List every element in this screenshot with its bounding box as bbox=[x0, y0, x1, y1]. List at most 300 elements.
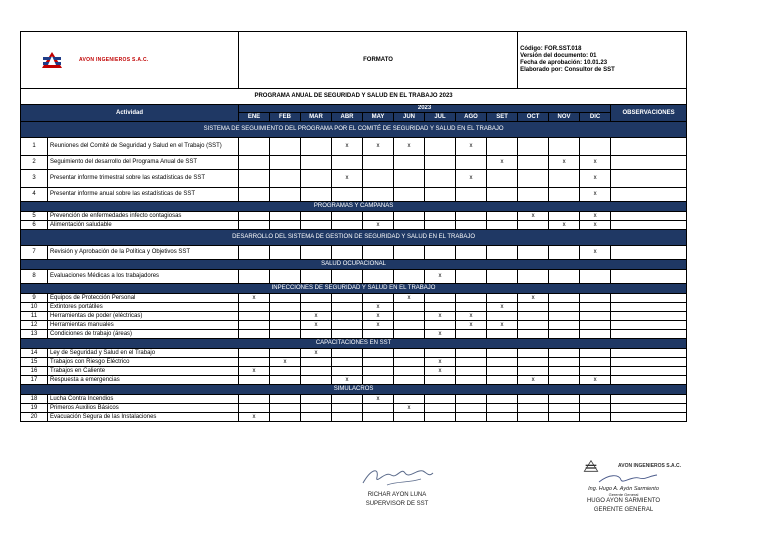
month-cell-jun bbox=[394, 270, 425, 284]
observations-cell bbox=[611, 221, 687, 230]
activity-row bbox=[21, 413, 687, 422]
activity-name: Condiciones de trabajo (áreas) bbox=[48, 330, 239, 339]
month-cell-may bbox=[363, 358, 394, 367]
activity-number: 14 bbox=[21, 349, 48, 358]
month-header-may: MAY bbox=[363, 113, 394, 122]
month-cell-abr bbox=[332, 212, 363, 221]
month-cell-feb bbox=[270, 395, 301, 404]
month-cell-jun bbox=[394, 413, 425, 422]
month-cell-may bbox=[363, 349, 394, 358]
company-name: AVON INGENIEROS S.A.C. bbox=[79, 56, 149, 63]
month-cell-nov bbox=[549, 367, 580, 376]
month-cell-ago: x bbox=[456, 170, 487, 188]
month-cell-ene bbox=[239, 395, 270, 404]
activity-number: 5 bbox=[21, 212, 48, 221]
month-cell-ene: x bbox=[239, 367, 270, 376]
observations-cell bbox=[611, 413, 687, 422]
activity-row bbox=[21, 395, 687, 404]
observations-cell bbox=[611, 156, 687, 170]
section-title: SALUD OCUPACIONAL bbox=[21, 260, 687, 270]
month-cell-oct: x bbox=[518, 376, 549, 385]
month-cell-abr bbox=[332, 404, 363, 413]
month-cell-set: x bbox=[487, 321, 518, 330]
month-cell-jun bbox=[394, 303, 425, 312]
activity-number: 16 bbox=[21, 367, 48, 376]
month-cell-ago bbox=[456, 404, 487, 413]
month-cell-feb bbox=[270, 246, 301, 260]
activity-row bbox=[21, 212, 687, 221]
month-cell-mar bbox=[301, 330, 332, 339]
month-cell-ago bbox=[456, 156, 487, 170]
month-cell-may bbox=[363, 404, 394, 413]
month-cell-oct bbox=[518, 321, 549, 330]
month-header-mar: MAR bbox=[301, 113, 332, 122]
activity-row bbox=[21, 321, 687, 330]
month-cell-may bbox=[363, 170, 394, 188]
observations-cell bbox=[611, 212, 687, 221]
activity-number: 8 bbox=[21, 270, 48, 284]
observations-cell bbox=[611, 395, 687, 404]
month-cell-abr bbox=[332, 367, 363, 376]
activity-row bbox=[21, 156, 687, 170]
document-control-info bbox=[518, 32, 687, 89]
observations-cell bbox=[611, 330, 687, 339]
month-cell-abr bbox=[332, 395, 363, 404]
month-cell-jun bbox=[394, 156, 425, 170]
month-cell-feb bbox=[270, 188, 301, 202]
month-cell-jul bbox=[425, 156, 456, 170]
section-title: DESARROLLO DEL SISTEMA DE GESTION DE SEGURIDAD Y SALUD EN EL TRABAJO bbox=[21, 230, 687, 246]
month-cell-set bbox=[487, 270, 518, 284]
month-cell-dic: x bbox=[580, 188, 611, 202]
month-cell-mar bbox=[301, 246, 332, 260]
month-cell-oct bbox=[518, 221, 549, 230]
month-cell-set bbox=[487, 188, 518, 202]
month-cell-set bbox=[487, 170, 518, 188]
section-header-row bbox=[21, 385, 687, 395]
signature-block-manager bbox=[566, 460, 681, 515]
month-cell-dic bbox=[580, 367, 611, 376]
month-cell-feb: x bbox=[270, 358, 301, 367]
column-header-row bbox=[21, 105, 687, 113]
section-header-row bbox=[21, 260, 687, 270]
stamp-logo-icon bbox=[582, 460, 600, 472]
month-cell-ago bbox=[456, 358, 487, 367]
activity-name: Evacuación Segura de las Instalaciones bbox=[48, 413, 239, 422]
month-cell-ene bbox=[239, 349, 270, 358]
month-cell-ene bbox=[239, 270, 270, 284]
month-cell-nov: x bbox=[549, 221, 580, 230]
observations-cell bbox=[611, 303, 687, 312]
month-header-feb: FEB bbox=[270, 113, 301, 122]
month-cell-nov bbox=[549, 294, 580, 303]
activity-number: 6 bbox=[21, 221, 48, 230]
observations-cell bbox=[611, 404, 687, 413]
activity-name: Equipos de Protección Personal bbox=[48, 294, 239, 303]
month-cell-feb bbox=[270, 303, 301, 312]
month-cell-mar bbox=[301, 156, 332, 170]
month-cell-oct bbox=[518, 188, 549, 202]
month-cell-oct bbox=[518, 156, 549, 170]
month-cell-dic bbox=[580, 303, 611, 312]
month-cell-set bbox=[487, 404, 518, 413]
supervisor-role: SUPERVISOR DE SST bbox=[365, 501, 429, 507]
month-cell-feb bbox=[270, 156, 301, 170]
activity-number: 11 bbox=[21, 312, 48, 321]
manager-role: GERENTE GENERAL bbox=[593, 507, 654, 513]
month-cell-oct bbox=[518, 413, 549, 422]
month-cell-set: x bbox=[487, 156, 518, 170]
month-cell-ago bbox=[456, 212, 487, 221]
month-cell-dic: x bbox=[580, 221, 611, 230]
year-header: 2023 bbox=[239, 105, 611, 113]
month-cell-abr bbox=[332, 303, 363, 312]
company-logo-icon bbox=[41, 51, 63, 69]
month-cell-may bbox=[363, 270, 394, 284]
activity-name: Seguimiento del desarrollo del Programa Anual de SST bbox=[48, 156, 239, 170]
month-cell-ene bbox=[239, 170, 270, 188]
month-cell-ago bbox=[456, 349, 487, 358]
activity-row bbox=[21, 246, 687, 260]
activity-row bbox=[21, 138, 687, 156]
month-cell-abr bbox=[332, 312, 363, 321]
month-cell-oct bbox=[518, 404, 549, 413]
section-header-row bbox=[21, 284, 687, 294]
month-cell-ago bbox=[456, 367, 487, 376]
observations-cell bbox=[611, 349, 687, 358]
month-cell-dic: x bbox=[580, 156, 611, 170]
month-cell-mar: x bbox=[301, 349, 332, 358]
month-cell-set bbox=[487, 138, 518, 156]
month-cell-jun bbox=[394, 330, 425, 339]
activity-name: Lucha Contra Incendios bbox=[48, 395, 239, 404]
month-cell-dic bbox=[580, 312, 611, 321]
month-cell-may: x bbox=[363, 221, 394, 230]
activity-number: 13 bbox=[21, 330, 48, 339]
month-cell-oct: x bbox=[518, 212, 549, 221]
month-cell-set bbox=[487, 246, 518, 260]
month-cell-feb bbox=[270, 270, 301, 284]
month-cell-feb bbox=[270, 221, 301, 230]
activity-row bbox=[21, 376, 687, 385]
month-cell-dic bbox=[580, 358, 611, 367]
month-cell-abr bbox=[332, 270, 363, 284]
month-cell-nov bbox=[549, 170, 580, 188]
month-cell-jul bbox=[425, 376, 456, 385]
activity-name: Reuniones del Comité de Seguridad y Salud en el Trabajo (SST) bbox=[48, 138, 239, 156]
month-cell-oct bbox=[518, 303, 549, 312]
month-cell-nov bbox=[549, 376, 580, 385]
section-header-row bbox=[21, 122, 687, 138]
month-cell-jul bbox=[425, 321, 456, 330]
month-cell-ago bbox=[456, 303, 487, 312]
month-cell-mar bbox=[301, 413, 332, 422]
month-cell-ene bbox=[239, 404, 270, 413]
month-cell-ene: x bbox=[239, 413, 270, 422]
month-cell-nov bbox=[549, 321, 580, 330]
month-cell-nov bbox=[549, 349, 580, 358]
month-cell-ene bbox=[239, 330, 270, 339]
activity-number: 17 bbox=[21, 376, 48, 385]
signature-block-supervisor bbox=[352, 461, 442, 509]
activity-name: Ley de Seguridad y Salud en el Trabajo bbox=[48, 349, 239, 358]
activity-name: Respuesta a emergencias bbox=[48, 376, 239, 385]
section-header-row bbox=[21, 230, 687, 246]
month-cell-feb bbox=[270, 367, 301, 376]
month-cell-abr bbox=[332, 321, 363, 330]
month-cell-feb bbox=[270, 294, 301, 303]
activity-name: Presentar informe trimestral sobre las estadísticas de SST bbox=[48, 170, 239, 188]
activity-name: Herramientas manuales bbox=[48, 321, 239, 330]
month-cell-may: x bbox=[363, 312, 394, 321]
month-cell-jun bbox=[394, 312, 425, 321]
month-cell-mar bbox=[301, 212, 332, 221]
month-cell-ene: x bbox=[239, 294, 270, 303]
month-cell-nov bbox=[549, 188, 580, 202]
activity-number: 2 bbox=[21, 156, 48, 170]
month-cell-dic: x bbox=[580, 376, 611, 385]
month-cell-jun: x bbox=[394, 404, 425, 413]
month-cell-abr: x bbox=[332, 376, 363, 385]
activity-name: Presentar informe anual sobre las estadísticas de SST bbox=[48, 188, 239, 202]
month-cell-abr: x bbox=[332, 170, 363, 188]
section-header-row bbox=[21, 339, 687, 349]
document-version: Versión del documento: 01 bbox=[520, 53, 597, 59]
month-cell-set bbox=[487, 395, 518, 404]
month-cell-may bbox=[363, 212, 394, 221]
month-header-jul: JUL bbox=[425, 113, 456, 122]
month-cell-may bbox=[363, 246, 394, 260]
month-cell-ene bbox=[239, 312, 270, 321]
section-header-row bbox=[21, 202, 687, 212]
month-cell-may bbox=[363, 367, 394, 376]
month-cell-jun bbox=[394, 212, 425, 221]
activity-name: Herramientas de poder (eléctricas) bbox=[48, 312, 239, 321]
section-title: SIMULACROS bbox=[21, 385, 687, 395]
activity-number: 7 bbox=[21, 246, 48, 260]
observations-cell bbox=[611, 246, 687, 260]
handwritten-signature-icon bbox=[357, 461, 437, 491]
month-header-dic: DIC bbox=[580, 113, 611, 122]
month-cell-set bbox=[487, 212, 518, 221]
month-cell-abr bbox=[332, 294, 363, 303]
activity-name: Trabajos en Caliente bbox=[48, 367, 239, 376]
month-cell-jun bbox=[394, 395, 425, 404]
month-cell-may bbox=[363, 294, 394, 303]
activity-number: 9 bbox=[21, 294, 48, 303]
month-cell-abr bbox=[332, 330, 363, 339]
month-cell-ago: x bbox=[456, 312, 487, 321]
activity-row bbox=[21, 221, 687, 230]
month-cell-dic bbox=[580, 270, 611, 284]
logo-cell bbox=[21, 32, 239, 89]
month-header-set: SET bbox=[487, 113, 518, 122]
activity-column-header: Actividad bbox=[21, 105, 239, 122]
stamp-company: AVON INGENIEROS S.A.C. bbox=[618, 462, 681, 469]
month-cell-set bbox=[487, 221, 518, 230]
month-header-jun: JUN bbox=[394, 113, 425, 122]
month-cell-oct bbox=[518, 367, 549, 376]
month-cell-nov bbox=[549, 395, 580, 404]
approval-date: Fecha de aprobación: 10.01.23 bbox=[520, 60, 608, 66]
prepared-by: Elaborado por: Consultor de SST bbox=[520, 67, 615, 73]
month-cell-nov bbox=[549, 358, 580, 367]
sst-program-sheet bbox=[20, 31, 686, 422]
month-cell-oct bbox=[518, 270, 549, 284]
month-cell-dic bbox=[580, 321, 611, 330]
month-cell-mar bbox=[301, 170, 332, 188]
month-cell-dic: x bbox=[580, 170, 611, 188]
activity-row bbox=[21, 270, 687, 284]
month-cell-abr bbox=[332, 413, 363, 422]
month-cell-mar bbox=[301, 367, 332, 376]
month-cell-jun bbox=[394, 188, 425, 202]
month-cell-jul bbox=[425, 221, 456, 230]
month-cell-ene bbox=[239, 188, 270, 202]
month-cell-ago: x bbox=[456, 138, 487, 156]
month-cell-jul: x bbox=[425, 270, 456, 284]
supervisor-name: RICHAR AYON LUNA bbox=[367, 492, 427, 498]
month-cell-jul bbox=[425, 413, 456, 422]
month-cell-mar: x bbox=[301, 312, 332, 321]
month-cell-nov bbox=[549, 312, 580, 321]
month-cell-jul bbox=[425, 395, 456, 404]
month-cell-set: x bbox=[487, 303, 518, 312]
month-cell-jul bbox=[425, 246, 456, 260]
month-cell-may: x bbox=[363, 138, 394, 156]
month-cell-jul bbox=[425, 294, 456, 303]
month-cell-jul: x bbox=[425, 367, 456, 376]
month-cell-nov bbox=[549, 303, 580, 312]
month-cell-abr: x bbox=[332, 138, 363, 156]
month-cell-ene bbox=[239, 156, 270, 170]
month-cell-set bbox=[487, 312, 518, 321]
observations-cell bbox=[611, 270, 687, 284]
month-cell-ene bbox=[239, 138, 270, 156]
month-cell-feb bbox=[270, 330, 301, 339]
month-cell-jul bbox=[425, 212, 456, 221]
activity-name: Prevención de enfermedades infecto contagiosas bbox=[48, 212, 239, 221]
month-cell-abr bbox=[332, 246, 363, 260]
activity-number: 1 bbox=[21, 138, 48, 156]
activity-number: 10 bbox=[21, 303, 48, 312]
activity-row bbox=[21, 358, 687, 367]
month-cell-dic bbox=[580, 330, 611, 339]
format-label: FORMATO bbox=[239, 32, 518, 89]
month-cell-set bbox=[487, 413, 518, 422]
month-cell-ago bbox=[456, 221, 487, 230]
activity-number: 12 bbox=[21, 321, 48, 330]
section-title: PROGRAMAS Y CAMPAÑAS bbox=[21, 202, 687, 212]
month-cell-ago bbox=[456, 413, 487, 422]
month-cell-set bbox=[487, 294, 518, 303]
month-cell-may bbox=[363, 376, 394, 385]
month-cell-abr bbox=[332, 221, 363, 230]
month-cell-jun bbox=[394, 349, 425, 358]
month-cell-nov bbox=[549, 246, 580, 260]
month-cell-nov bbox=[549, 212, 580, 221]
activity-name: Revisión y Aprobación de la Política y Objetivos SST bbox=[48, 246, 239, 260]
activity-name: Alimentación saludable bbox=[48, 221, 239, 230]
month-cell-feb bbox=[270, 321, 301, 330]
month-cell-nov bbox=[549, 404, 580, 413]
activity-name: Extintores portátiles bbox=[48, 303, 239, 312]
activity-row bbox=[21, 188, 687, 202]
month-cell-dic bbox=[580, 413, 611, 422]
observations-cell bbox=[611, 358, 687, 367]
month-cell-oct bbox=[518, 395, 549, 404]
month-cell-mar: x bbox=[301, 321, 332, 330]
month-cell-jul: x bbox=[425, 312, 456, 321]
month-cell-jun bbox=[394, 221, 425, 230]
activity-name: Primeros Auxilios Básicos bbox=[48, 404, 239, 413]
month-cell-may bbox=[363, 188, 394, 202]
activity-row bbox=[21, 367, 687, 376]
activity-row bbox=[21, 330, 687, 339]
activity-number: 4 bbox=[21, 188, 48, 202]
month-cell-oct bbox=[518, 246, 549, 260]
month-cell-set bbox=[487, 330, 518, 339]
month-cell-ago bbox=[456, 330, 487, 339]
month-cell-feb bbox=[270, 413, 301, 422]
month-cell-nov: x bbox=[549, 156, 580, 170]
activity-row bbox=[21, 303, 687, 312]
sst-program-table bbox=[20, 31, 687, 422]
section-title: CAPACITACIONES EN SST bbox=[21, 339, 687, 349]
month-cell-dic: x bbox=[580, 212, 611, 221]
month-cell-dic bbox=[580, 294, 611, 303]
month-cell-set bbox=[487, 349, 518, 358]
section-title: INPECCIONES DE SEGURIDAD Y SALUD EN EL TRABAJO bbox=[21, 284, 687, 294]
activity-number: 19 bbox=[21, 404, 48, 413]
section-title: SISTEMA DE SEGUIMIENTO DEL PROGRAMA POR EL COMITÉ DE SEGURIDAD Y SALUD EN EL TRABAJO bbox=[21, 122, 687, 138]
month-cell-abr bbox=[332, 358, 363, 367]
month-cell-feb bbox=[270, 404, 301, 413]
month-cell-mar bbox=[301, 395, 332, 404]
month-cell-mar bbox=[301, 188, 332, 202]
observations-cell bbox=[611, 138, 687, 156]
month-cell-mar bbox=[301, 358, 332, 367]
month-cell-feb bbox=[270, 376, 301, 385]
month-cell-oct bbox=[518, 349, 549, 358]
month-cell-mar bbox=[301, 303, 332, 312]
stamp-name: Ing. Hugo A. Ayón Sarmiento bbox=[588, 486, 659, 492]
month-cell-jul bbox=[425, 188, 456, 202]
month-cell-oct bbox=[518, 138, 549, 156]
month-cell-dic bbox=[580, 138, 611, 156]
month-header-ene: ENE bbox=[239, 113, 270, 122]
month-cell-abr bbox=[332, 156, 363, 170]
month-cell-set bbox=[487, 376, 518, 385]
activity-name: Trabajos con Riesgo Eléctrico bbox=[48, 358, 239, 367]
month-cell-ago bbox=[456, 294, 487, 303]
month-cell-oct bbox=[518, 170, 549, 188]
month-cell-jun bbox=[394, 321, 425, 330]
month-cell-jul bbox=[425, 349, 456, 358]
month-cell-abr bbox=[332, 349, 363, 358]
observations-cell bbox=[611, 376, 687, 385]
month-cell-oct bbox=[518, 358, 549, 367]
month-cell-nov bbox=[549, 138, 580, 156]
month-cell-feb bbox=[270, 312, 301, 321]
month-cell-may: x bbox=[363, 395, 394, 404]
month-cell-jul: x bbox=[425, 330, 456, 339]
month-header-abr: ABR bbox=[332, 113, 363, 122]
activity-number: 18 bbox=[21, 395, 48, 404]
month-cell-mar bbox=[301, 376, 332, 385]
month-cell-jun bbox=[394, 170, 425, 188]
company-stamp bbox=[566, 460, 681, 472]
